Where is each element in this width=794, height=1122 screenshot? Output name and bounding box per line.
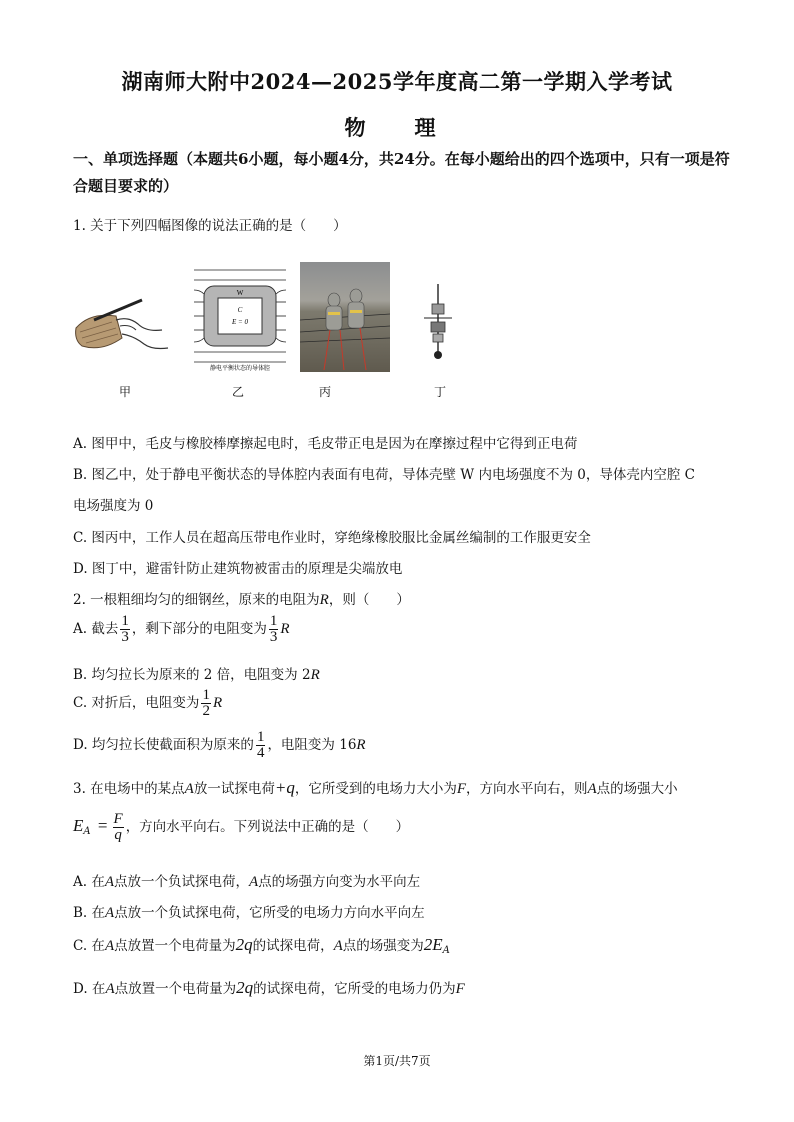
q1-option-d: D. 图丁中，避雷针防止建筑物被雷击的原理是尖端放电 — [73, 561, 403, 577]
fraction-f-over-q: $\frac{F}{q}$ — [113, 811, 123, 843]
caption-jia: 甲 — [119, 385, 132, 399]
fig-ding-lightning-rod — [420, 282, 456, 362]
fig-yi-caption: 静电平衡状态的导体腔 — [209, 365, 271, 372]
q2-stem: 2. 一根粗细均匀的细钢丝，原来的电阻为R，则（ ） — [73, 592, 410, 608]
caption-ding: 丁 — [434, 385, 447, 399]
q1-option-b-line2: 电场强度为 0 — [73, 498, 154, 514]
q3-option-d: D. 在A点放置一个电荷量为2q的试探电荷，它所受的电场力仍为F — [73, 978, 465, 997]
q3-stem-line2: $E_A$ = $\frac{F}{q}$ ，方向水平向右。下列说法中正确的是（ ） — [73, 811, 410, 843]
q3-option-a: A. 在A点放一个负试探电荷，A点的场强方向变为水平向左 — [73, 874, 421, 890]
q2-option-d: D. 均匀拉长使截面积为原来的 $\frac{1}{4}$ ，电阻变为 16R — [73, 729, 366, 761]
fig-jia-fur-rod — [72, 290, 172, 360]
q3-option-b: B. 在A点放一个负试探电荷，它所受的电场力方向水平向左 — [73, 905, 425, 921]
q3-option-c: C. 在A点放置一个电荷量为2q的试探电荷，A点的场强变为$2E_A$ — [73, 935, 450, 956]
q3-stem-line1: 3. 在电场中的某点A放一试探电荷+q，它所受到的电场力大小为F，方向水平向右，则A点的场强大小 — [73, 778, 678, 797]
fraction-one-half: $\frac{1}{2}$ — [202, 687, 210, 719]
q2-option-c: C. 对折后，电阻变为 $\frac{1}{2}$ R — [73, 687, 223, 719]
fig-label-c: C — [237, 306, 243, 314]
exam-title: 湖南师大附中2024—2025学年度高二第一学期入学考试 — [121, 69, 673, 94]
page-footer: 第1页/共7页 — [363, 1054, 431, 1068]
fig-yi-conductor-cavity — [190, 262, 290, 372]
caption-yi: 乙 — [232, 385, 245, 399]
q2-option-b: B. 均匀拉长为原来的 2 倍，电阻变为 2R — [73, 667, 320, 683]
q1-option-b-line1: B. 图乙中，处于静电平衡状态的导体腔内表面有电荷，导体壳壁 W 内电场强度不为 0，导体壳内空腔 C — [73, 467, 695, 483]
q1-option-c: C. 图丙中，工作人员在超高压带电作业时，穿绝缘橡胶服比金属丝编制的工作服更安全 — [73, 530, 591, 546]
section-heading: 一、单项选择题（本题共6小题，每小题4分，共24分。在每小题给出的四个选项中，只有一项是符合题目要求的） — [73, 150, 730, 195]
fraction-one-quarter: $\frac{1}{4}$ — [256, 729, 265, 761]
q1-stem: 1. 关于下列四幅图像的说法正确的是（ ） — [73, 218, 347, 234]
q2-option-a: A. 截去 $\frac{1}{3}$ ，剩下部分的电阻变为 $\frac{1}{3}$ R — [73, 613, 290, 645]
fig-bing-line-workers-photo — [300, 262, 390, 372]
q1-option-a: A. 图甲中，毛皮与橡胶棒摩擦起电时，毛皮带正电是因为在摩擦过程中它得到正电荷 — [73, 436, 578, 452]
caption-bing: 丙 — [319, 385, 332, 399]
subject-title: 物 理 — [344, 115, 450, 140]
fig-label-e0: E = 0 — [232, 318, 248, 326]
fraction-one-third-result: $\frac{1}{3}$ — [269, 613, 278, 645]
fig-label-w: W — [236, 289, 244, 297]
fraction-one-third: $\frac{1}{3}$ — [121, 613, 129, 645]
